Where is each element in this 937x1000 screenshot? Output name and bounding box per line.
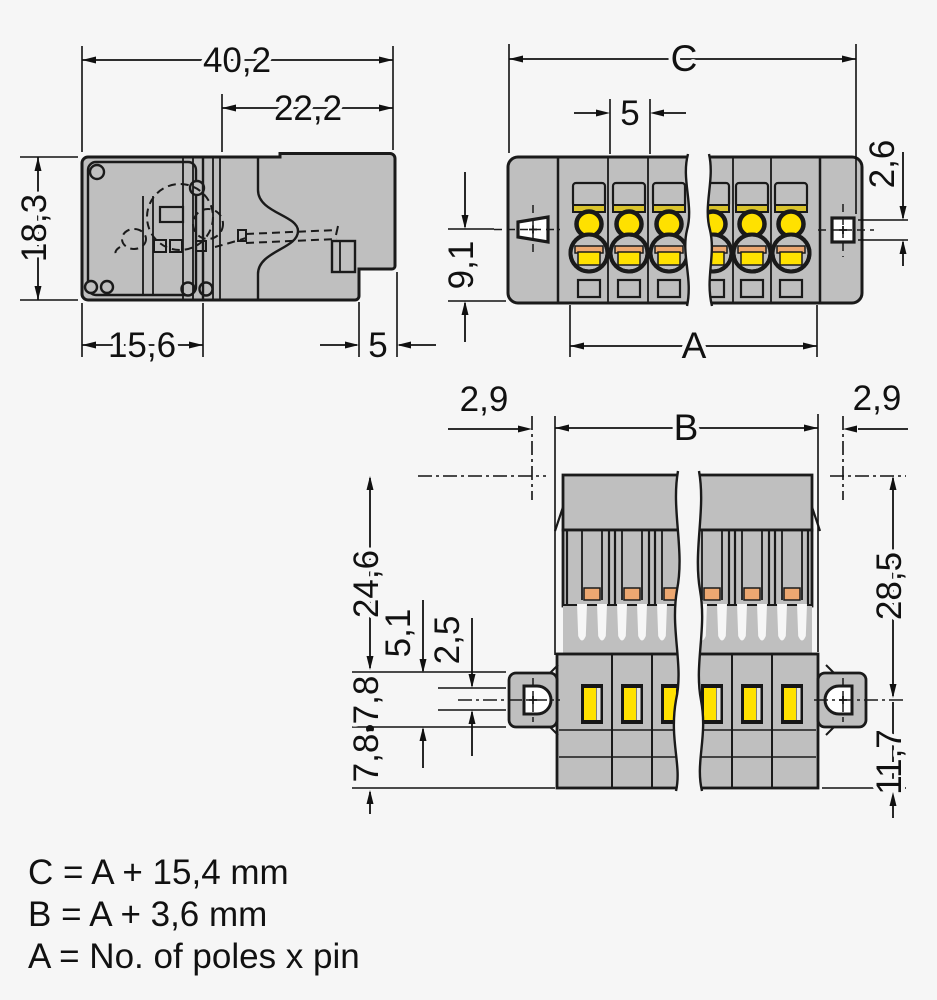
dim-label-2-9-right: 2,9: [852, 379, 902, 418]
dim-label-11-7: 11,7: [870, 729, 909, 795]
dim-label-5-1: 5,1: [379, 608, 418, 658]
formula-block: [28, 853, 360, 976]
dim-label-22-2: 22,2: [273, 89, 343, 128]
dim-front-flange-hole: [858, 140, 908, 266]
dim-side-height: [15, 157, 78, 300]
dim-label-C: C: [670, 38, 698, 79]
plug-view: [347, 379, 909, 818]
dim-label-B: B: [673, 407, 699, 448]
dim-label-5-notch: 5: [368, 326, 388, 365]
dim-plug-right-lower: [870, 702, 909, 818]
formula-a: A = No. of poles x pin: [28, 937, 360, 976]
dim-front-pitch: [574, 94, 686, 154]
dim-label-2-6: 2,6: [863, 139, 902, 189]
dim-side-left: [82, 303, 203, 365]
dim-label-2-9-left: 2,9: [459, 380, 509, 419]
plug-break: [674, 471, 703, 791]
screw-hole: [85, 281, 97, 293]
dim-label-7-8a: 7,8: [347, 675, 386, 725]
dim-plug-pitch-chain: [347, 676, 386, 814]
dim-label-9-1: 9,1: [442, 240, 481, 290]
dim-front-poles: [570, 305, 817, 366]
dim-label-40-2: 40,2: [202, 41, 272, 80]
dim-plug-offset-left: [448, 380, 555, 655]
side-latch-notch: [332, 241, 355, 272]
dim-label-28-5: 28,5: [870, 551, 909, 621]
dim-label-2-5: 2,5: [428, 615, 467, 665]
screw-hole: [101, 281, 113, 293]
dim-label-7-8b: 7,8: [347, 733, 386, 783]
screw-hole: [90, 165, 104, 179]
dim-label-5-pitch: 5: [620, 94, 640, 133]
side-body: [82, 154, 395, 301]
screw-hole: [200, 283, 213, 296]
formula-c: C = A + 15,4 mm: [28, 853, 289, 892]
dim-plug-right-upper: [870, 476, 909, 698]
dim-label-18-3: 18,3: [15, 193, 54, 263]
dim-label-A: A: [681, 325, 707, 366]
side-view: [15, 41, 436, 365]
dim-plug-offset-right: [843, 379, 908, 500]
dim-plug-pin: [428, 616, 476, 756]
formula-b: B = A + 3,6 mm: [28, 895, 268, 934]
dim-label-24-6: 24,6: [347, 549, 386, 619]
dim-side-inner: [222, 89, 393, 152]
front-view: [442, 38, 908, 366]
dim-side-width: [82, 41, 393, 152]
dim-front-lower: [442, 172, 506, 342]
front-break: [685, 154, 712, 306]
dim-label-15-6: 15,6: [107, 326, 177, 365]
dim-plug-upper: [379, 600, 427, 768]
